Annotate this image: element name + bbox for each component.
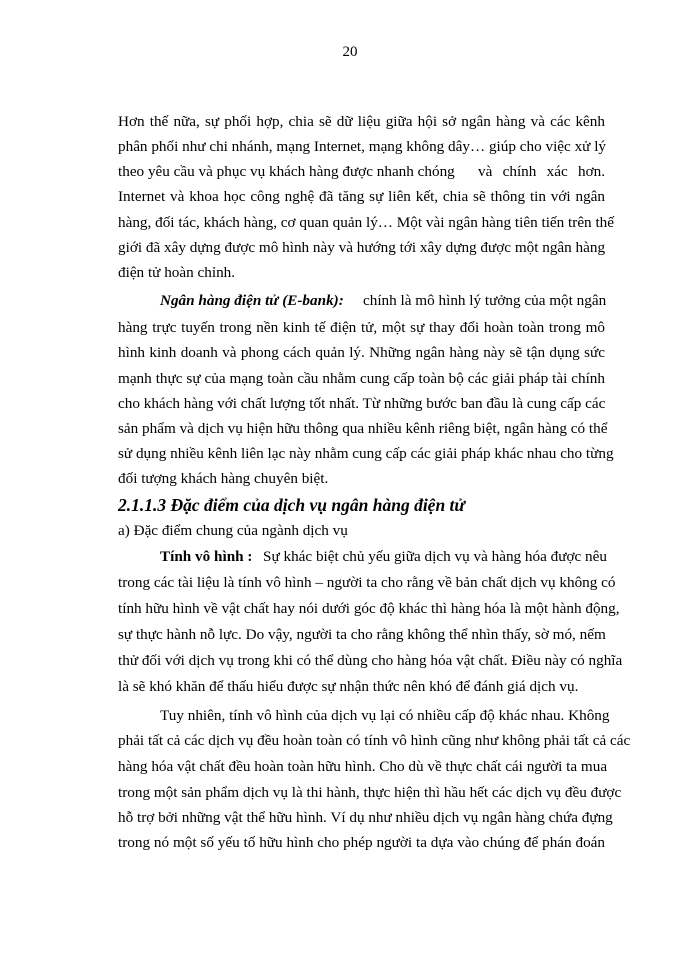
paragraph-text: trong các tài liệu là tính vô hình – người ta cho rằng về bản chất dịch vụ không có [118,574,616,591]
paragraph-text: Sự khác biệt chủ yếu giữa dịch vụ và hàng hóa được nêu [263,548,607,565]
paragraph-text: sản phẩm và dịch vụ hiện hữu thông qua nhiều kênh riêng biệt, ngân hàng có thể [118,420,608,437]
page-number: 20 [342,44,358,60]
paragraph-text: sử dụng nhiều kênh liên lạc này nhằm cung cấp các giải pháp khác nhau cho từng [118,445,614,462]
paragraph-text: là sẽ khó khăn để thấu hiểu được sự nhận thức nên khó để đánh giá dịch vụ. [118,678,579,695]
paragraph-text: hàng trực tuyến trong nền kinh tế điện tử, một sự thay đổi hoàn toàn trong mô [118,319,605,336]
paragraph-text: theo yêu cầu và phục vụ khách hàng được nhanh chóng [118,163,455,180]
paragraph-text: giới đã xây dựng được mô hình này và hướng tới xây dựng được một ngân hàng [118,239,606,256]
paragraph-text: điện tử hoàn chỉnh. [118,264,236,281]
subheading: a) Đặc điểm chung của ngành dịch vụ [118,522,348,539]
paragraph-text: Hơn thế nữa, sự phối hợp, chia sẽ dữ liệu giữa hội sở ngân hàng và các kênh [118,113,605,130]
paragraph-text: phải tất cả các dịch vụ đều hoàn toàn có tính vô hình cũng như không phải tất cả các [118,732,631,749]
paragraph-text: hình kinh doanh và phong cách quản lý. Những ngân hàng này sẽ tận dụng sức [118,344,605,361]
term-intangibility: Tính vô hình : [160,548,253,565]
paragraph-text: phân phối như chi nhánh, mạng Internet, mạng không dây… giúp cho việc xử lý [118,138,607,155]
paragraph-text: thử đối với dịch vụ trong khi có thể dùng cho hàng hóa vật chất. Điều này có nghĩa [118,652,623,669]
paragraph-text: hỗ trợ bởi những vật thể hữu hình. Ví dụ như nhiều dịch vụ ngân hàng chứa đựng [118,809,613,826]
paragraph-text: trong một sản phẩm dịch vụ là thi hành, thực hiện thì hầu hết các dịch vụ đều được [118,784,622,801]
paragraph-text: trong nó một số yếu tố hữu hình cho phép người ta dựa vào chúng để phán đoán [118,834,605,851]
paragraph-text: và chính xác hơn. [478,163,605,180]
paragraph-text: hàng hóa vật chất đều hoàn toàn hữu hình. Cho dù về thực chất cái người ta mua [118,758,608,775]
paragraph-text: tính hữu hình về vật chất hay nói dưới góc độ khác thì hàng hóa là một hành động, [118,600,620,617]
section-heading: 2.1.1.3 Đặc điểm của dịch vụ ngân hàng điện tử [118,495,465,515]
term-e-bank: Ngân hàng điện tử (E-bank): [160,292,344,309]
paragraph-text: mạnh thực sự của mạng toàn cầu nhằm cung cấp toàn bộ các giải pháp tài chính [118,370,605,387]
paragraph-text: sự thực hành nỗ lực. Do vậy, người ta cho rằng không thể nhìn thấy, sờ mó, nếm [118,626,606,643]
paragraph-text: Internet và khoa học công nghệ đã tăng sự liên kết, chia sẽ thông tin với ngân [118,188,605,205]
paragraph-text: đối tượng khách hàng chuyên biệt. [118,470,329,487]
paragraph-text: Tuy nhiên, tính vô hình của dịch vụ lại có nhiều cấp độ khác nhau. Không [160,707,610,724]
paragraph-text: hàng, đối tác, khách hàng, cơ quan quản lý… Một vài ngân hàng tiên tiến trên thế [118,214,615,231]
paragraph-text: cho khách hàng với chất lượng tốt nhất. Từ những bước ban đầu là cung cấp các [118,395,606,412]
paragraph-text: chính là mô hình lý tưởng của một ngân [363,292,607,309]
